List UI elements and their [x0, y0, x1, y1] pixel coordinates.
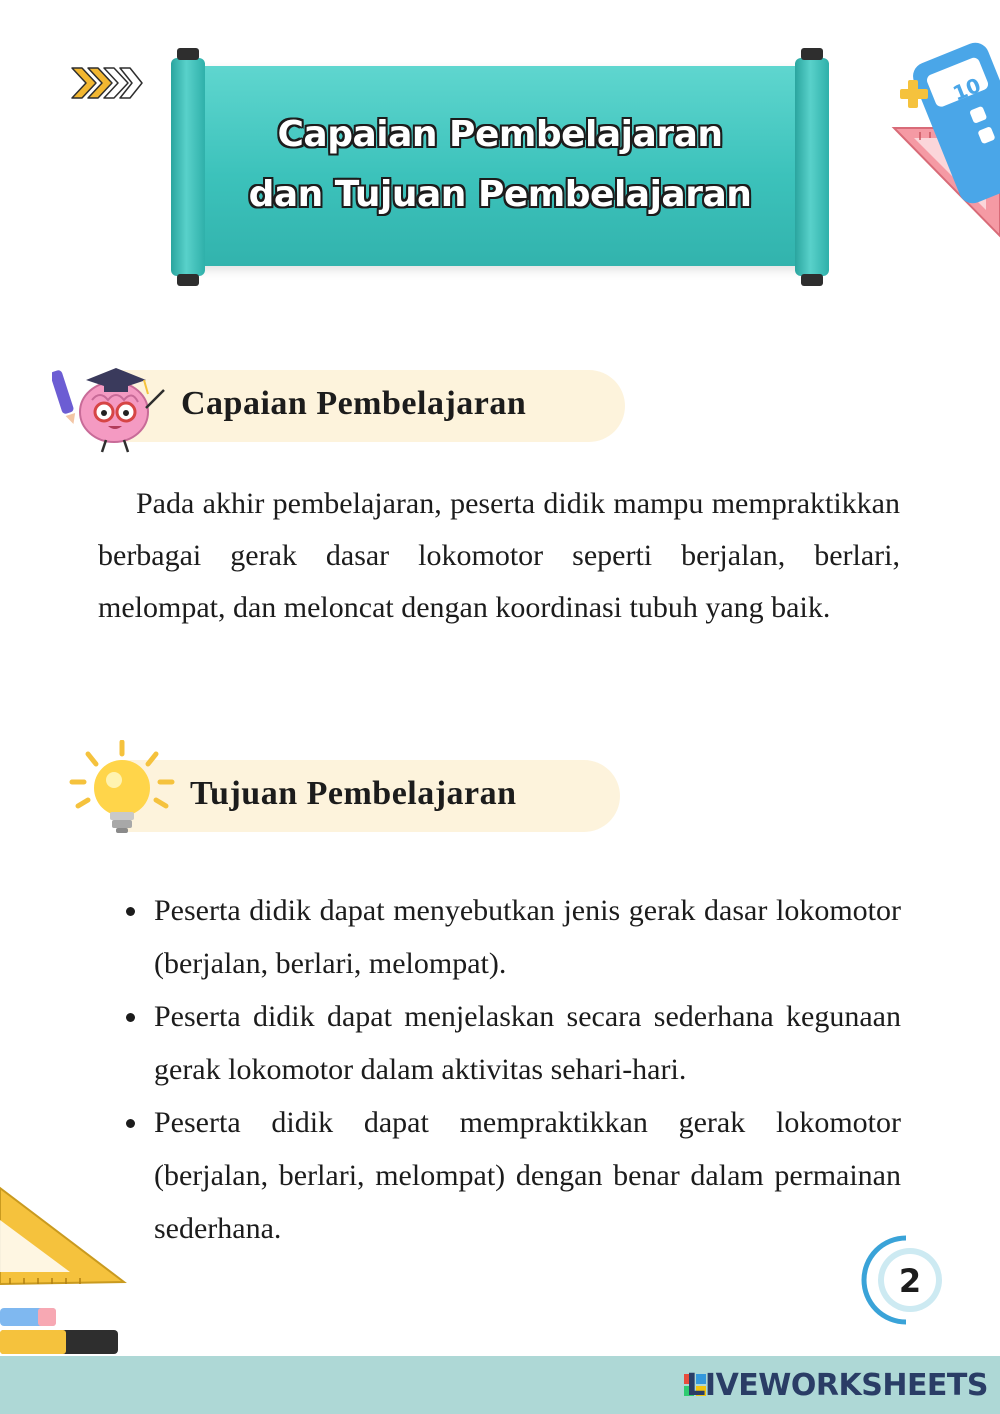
footer-brand[interactable]: LIVEWORKSHEETS — [686, 1368, 988, 1403]
section-title-capaian: Capaian Pembelajaran — [181, 385, 527, 422]
capaian-paragraph-text: Pada akhir pembelajaran, peserta didik mampu mempraktikkan berbagai gerak dasar lokomotor seperti berjalan, berlari, melompat, dan meloncat dengan koordinasi tubuh yang baik. — [98, 487, 900, 624]
section-title-tujuan: Tujuan Pembelajaran — [190, 775, 517, 812]
list-item: Peserta didik dapat menjelaskan secara sederhana kegunaan gerak lokomotor dalam aktivitas sehari-hari. — [118, 990, 901, 1096]
calculator-ruler-icon — [890, 40, 1000, 240]
capaian-paragraph — [98, 478, 900, 634]
banner-roll-left — [171, 58, 205, 276]
tujuan-list — [118, 884, 901, 1255]
page-number-badge — [860, 1234, 952, 1326]
ruler-pencil-decoration-icon — [0, 1180, 130, 1360]
list-item: Peserta didik dapat mempraktikkan gerak lokomotor (berjalan, berlari, melompat) dengan benar dalam permainan sederhana. — [118, 1096, 901, 1255]
lightbulb-icon — [68, 740, 176, 836]
banner-title-line-2: dan Tujuan Pembelajaran — [248, 174, 752, 215]
brain-mascot-icon — [52, 360, 172, 456]
chevrons-decoration-icon — [70, 66, 144, 100]
banner-title-line-1: Capaian Pembelajaran — [277, 114, 723, 155]
banner-roll-right — [795, 58, 829, 276]
calculator-display: 10 — [949, 72, 985, 106]
footer-bar — [0, 1356, 1000, 1414]
page-number: 2 — [898, 1262, 922, 1300]
banner-scroll-body — [185, 66, 815, 266]
list-item: Peserta didik dapat menyebutkan jenis gerak dasar lokomotor (berjalan, berlari, melompat). — [118, 884, 901, 990]
title-banner — [165, 48, 835, 280]
